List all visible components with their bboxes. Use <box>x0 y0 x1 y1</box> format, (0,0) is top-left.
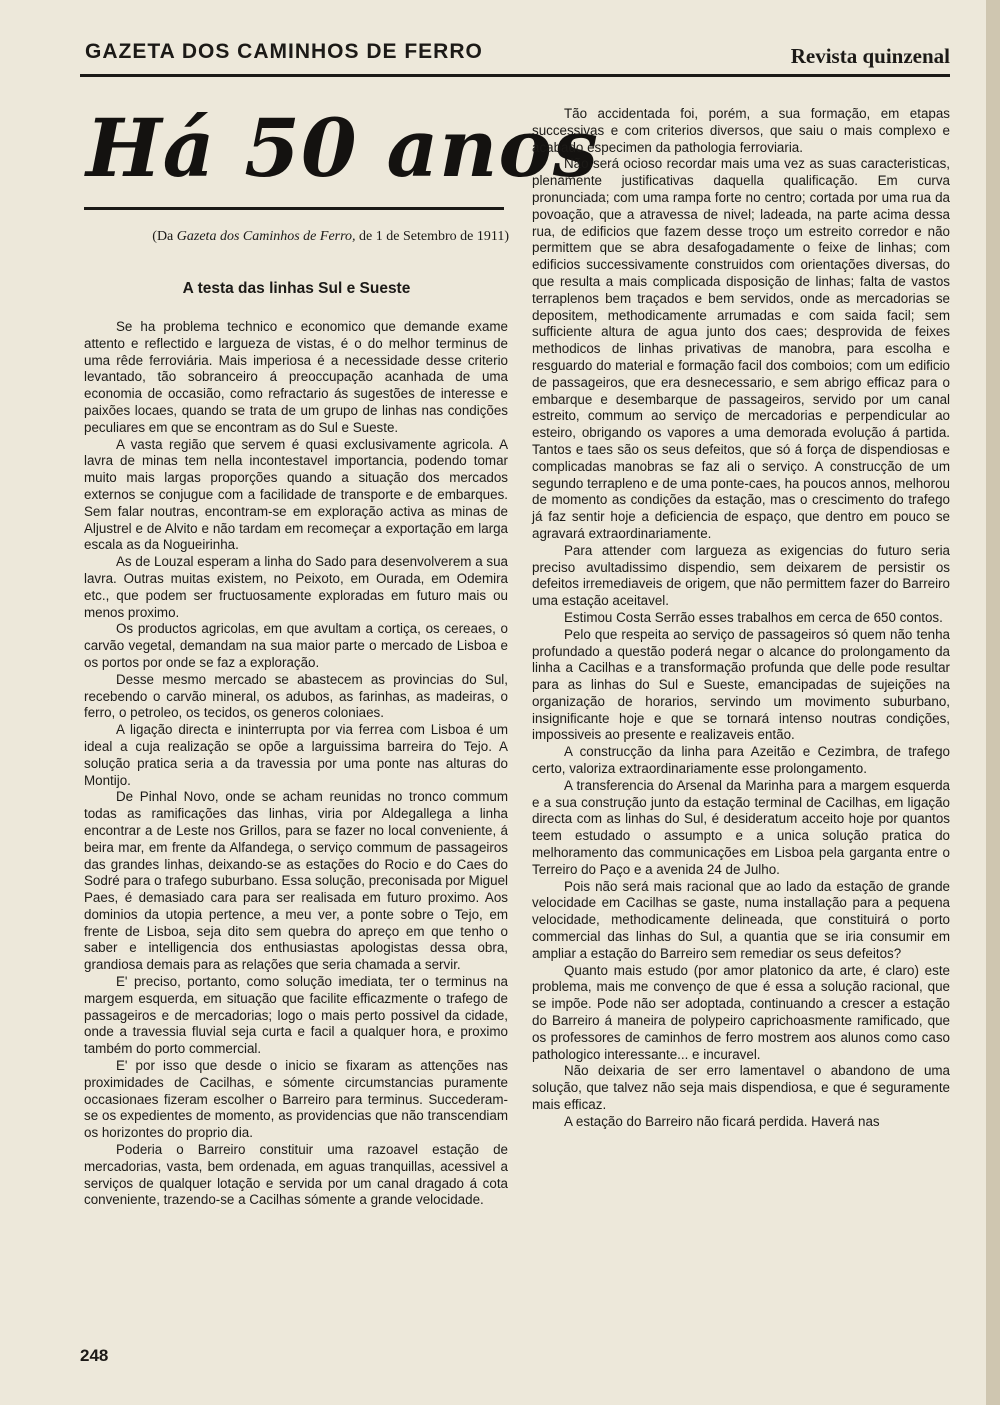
paragraph: E' por isso que desde o inicio se fixaram as attenções nas proximidades de Cacilhas, e sómente circumstancias puramente occasionaes fizeram escolher o Barreiro para terminus. Succederam-se os expedientes de momento, as providencias que não transcendiam os horizontes do proprio dia. <box>84 1058 508 1141</box>
page-number: 248 <box>80 1346 109 1365</box>
source-suffix: de 1 de Setembro de 1911) <box>355 229 509 244</box>
paragraph: Os productos agricolas, em que avultam a cortiça, os cereaes, o carvão vegetal, demandam na sua maior parte o mercado de Lisboa e os portos por onde se faz a exploração. <box>84 621 508 670</box>
publication-frequency: Revista quinzenal <box>790 44 950 68</box>
paragraph: Quanto mais estudo (por amor platonico da arte, é claro) este problema, mais me convenço de que é essa a solução racional, que se impõe. Pode não ser adoptada, continuando a crescer a estação do Barreiro á maneira de polypeiro caprichoasmente ramificado, que os professores de caminhos de ferro mostrem aos alunos como caso pathologico interessante... e incuravel. <box>532 962 950 1062</box>
source-citation <box>84 229 509 245</box>
paragraph: Tão accidentada foi, porém, a sua formação, em etapas successivas e com criterios diversos, que saiu o mais complexo e acabado especimen da pathologia ferroviaria. <box>532 106 950 155</box>
right-column <box>532 106 950 1131</box>
header-rule <box>80 74 950 77</box>
paragraph: Se ha problema technico e economico que demande exame attento e reflectido e largueza de vistas, é o do melhor terminus de uma rêde ferroviária. Mais imperiosa é a necessidade desse criterio levantado, tão sobranceiro á preoccupação acanhada de uma economia de occasião, como refractario ás sugestões de interesse e paixões locaes, quando se trata de um grupo de linhas nas condições peculiares em que se encontram as do Sul e Sueste. <box>84 319 508 435</box>
paragraph: Pois não será mais racional que ao lado da estação de grande velocidade em Cacilhas se gaste, numa installação para a pequena velocidade, methodicamente delineada, que constituirá o porto commercial das linhas do Sul, a quantia que se iria consumir em ampliar a estação do Barreiro sem remediar os seus defeitos? <box>532 878 950 961</box>
journal-title: GAZETA DOS CAMINHOS DE FERRO <box>85 40 483 63</box>
paragraph: Poderia o Barreiro constituir uma razoavel estação de mercadorias, vasta, bem ordenada, em aguas tranquillas, acessivel a serviços de qualquer lotação e servida por um canal dragado á cota conveniente, trazendo-se a Cacilhas sómente a grande velocidade. <box>84 1142 508 1208</box>
section-title: A testa das linhas Sul e Sueste <box>182 280 411 297</box>
paragraph: A estação do Barreiro não ficará perdida. Haverá nas <box>564 1113 880 1129</box>
paragraph: Não deixaria de ser erro lamentavel o abandono de uma solução, que talvez não seja mais dispendiosa, e que é seguramente mais efficaz. <box>532 1063 950 1113</box>
source-journal: Gazeta dos Caminhos de Ferro, <box>176 229 356 244</box>
paragraph: De Pinhal Novo, onde se acham reunidas no tronco commum todas as ramificações das linhas, viria por Aldegallega a linha encontrar a de Leste nos Grillos, para se fazer no local conveniente, á beira mar, em frente da Alfandega, o serviço commum de passageiros das grandes linhas, deixando-se as estações do Rocio e do Caes do Sodré para o trafego suburbano. Essa solução, preconisada por Miguel Paes, é demasiado cara para ser realisada em futuro proximo. Aos dominios da utopia pertence, a meu ver, a ponte sobre o Tejo, em frente de Lisboa, seja dito sem quebra do apreço em que tenho o saber e intelligencia dos enthusiastas apologistas dessa obra, grandiosa demais para as relações que seria chamada a servir. <box>84 789 508 973</box>
left-column <box>84 319 508 1209</box>
headline: Há 50 anos <box>86 101 599 195</box>
paragraph: Desse mesmo mercado se abastecem as provincias do Sul, recebendo o carvão mineral, os adubos, as farinhas, as madeiras, o ferro, o petroleo, os tecidos, os generos coloniaes. <box>84 671 508 721</box>
source-prefix: (Da <box>152 229 177 244</box>
paragraph: E' preciso, portanto, como solução imediata, ter o terminus na margem esquerda, em situação que facilite efficazmente o trafego de passageiros e de mercadorias; logo o mais perto possivel da cidade, onde a travessia fluvial seja curta e facil a qualquer hora, e proximo também do porto commercial. <box>84 974 508 1057</box>
paragraph: Pelo que respeita ao serviço de passageiros só quem não tenha profundado a questão poderá negar o alcance do prolongamento da linha a Cacilhas e a transformação profunda que delle pode resultar para as linhas do Sul e Sueste, emancipadas de sujeições na organização de horarios, servindo um movimento suburbano, insignificante hoje e que se tornará intenso noutras condições, impossiveis ao presente e realizaveis então. <box>532 626 950 743</box>
paragraph: A construcção da linha para Azeitão e Cezimbra, de trafego certo, valoriza extraordinariamente esse prolongamento. <box>532 744 950 777</box>
headline-rule <box>84 207 504 210</box>
page-edge <box>986 0 1000 1405</box>
paragraph: Estimou Costa Serrão esses trabalhos em cerca de 650 contos. <box>564 609 943 625</box>
paragraph: Não será ocioso recordar mais uma vez as suas caracteristicas, plenamente justificativas daquella qualificação. Em curva pronunciada; com uma rampa forte no centro; cortada por uma rua da povoação, que a atravessa de nivel; ladeada, na parte acima dessa rua, de edificios que fazem desse troço um estreito corredor e não permittem que se abra desafogadamente o feixe de linhas; com edificios successivamente construidos com orientações diversas, do que resulta a mais complicada disposição de linhas; falta de vastos terraplenos bem traçados e bem servidos, onde as mercadorias se depositem, methodicamente arrumadas e com saida facil; sem sufficiente altura de agua junto dos caes; desprovida de feixes methodicos de linhas privativas de manobra, para escolha e resguardo do material e formação facil dos comboios; com um edificio de passageiros, que era desnecessario, e sem abrigo efficaz para o embarque e desembarque de passageiros, servido por um canal estreito, commum ao serviço de mercadorias e perpendicular ao esteiro, obrigando os vapores a uma demorada evolução á partida. Tantos e taes são os seus defeitos, que só á força de dispendiosas e complicadas manobras se faz ali o serviço. A construcção de um segundo terrapleno e de uma ponte-caes, ha poucos annos, melhorou de momento as condições da estação, mas o crescimento do trafego já faz sentir hoje a deficiencia de espaço, que dentro em pouco se agravará extraordinariamente. <box>532 156 950 541</box>
paragraph: Para attender com largueza as exigencias do futuro seria preciso avultadissimo dispendio, sem deixarem de persistir os defeitos irremediaveis de origem, que não permittem fazer do Barreiro uma estação aceitavel. <box>532 542 950 609</box>
paragraph: As de Louzal esperam a linha do Sado para desenvolverem a sua lavra. Outras muitas existem, no Peixoto, em Ourada, em Odemira etc., que podem ser fructuosamente exploradas em futuro mais ou menos proximo. <box>84 554 508 620</box>
paragraph: A transferencia do Arsenal da Marinha para a margem esquerda e a sua construção junto da estação terminal de Cacilhas, em ligação directa com as linhas do Sul, é desideratum acceito hoje por quantos teem estudado o assumpto e a unica solução pratica do melhoramento das communicações em Lisboa pela garganta entre o Terreiro do Paço e a avenida 24 de Julho. <box>532 777 950 877</box>
paragraph: A ligação directa e ininterrupta por via ferrea com Lisboa é um ideal a cuja realização se opõe a larguissima barreira do Tejo. A solução pratica seria a da travessia por uma ponte nas alturas do Montijo. <box>84 722 508 788</box>
paragraph: A vasta região que servem é quasi exclusivamente agricola. A lavra de minas tem nella incontestavel importancia, podendo tomar muito mais largas proporções quando a situação dos mercados externos se conjugue com a facilidade de transporte e de embarques. Sem falar noutras, encontram-se em exploração activa as minas de Aljustrel e de Alvito e não tardam em recomeçar a exportação em larga escala as da Nogueirinha. <box>84 436 508 553</box>
